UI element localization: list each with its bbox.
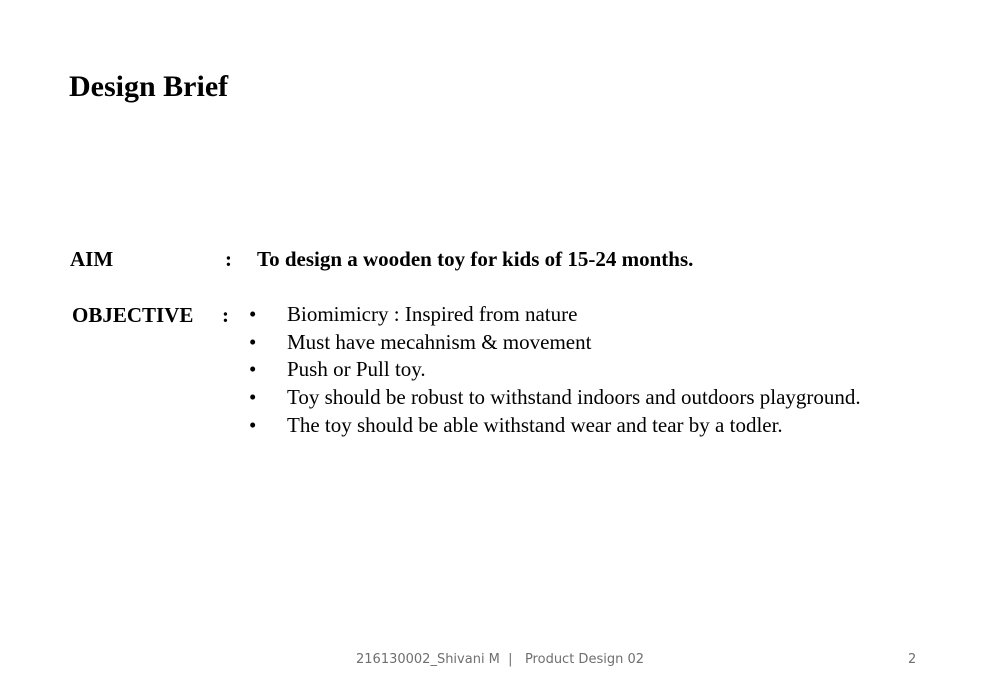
- objective-item-text: The toy should be able withstand wear and tear by a todler.: [287, 412, 783, 437]
- aim-colon: :: [225, 247, 232, 271]
- aim-text: To design a wooden toy for kids of 15-24 months.: [257, 247, 694, 271]
- footer-text: 216130002_Shivani M | Product Design 02: [356, 652, 644, 667]
- bullet-icon: •: [249, 357, 257, 382]
- objective-label: OBJECTIVE: [72, 303, 194, 327]
- bullet-icon: •: [249, 329, 257, 354]
- bullet-icon: •: [249, 385, 257, 410]
- aim-label: AIM: [70, 247, 114, 271]
- bullet-icon: •: [249, 302, 257, 326]
- objective-item-text: Toy should be robust to withstand indoors and outdoors playground.: [287, 385, 861, 410]
- objective-item-text: Must have mecahnism & movement: [287, 329, 592, 354]
- objective-item-text: Push or Pull toy.: [287, 357, 426, 382]
- bullet-icon: •: [249, 412, 257, 437]
- objective-item-text: Biomimicry : Inspired from nature: [287, 302, 578, 326]
- page-title: Design Brief: [69, 70, 229, 103]
- page-number: 2: [908, 652, 917, 667]
- objective-colon: :: [222, 303, 229, 327]
